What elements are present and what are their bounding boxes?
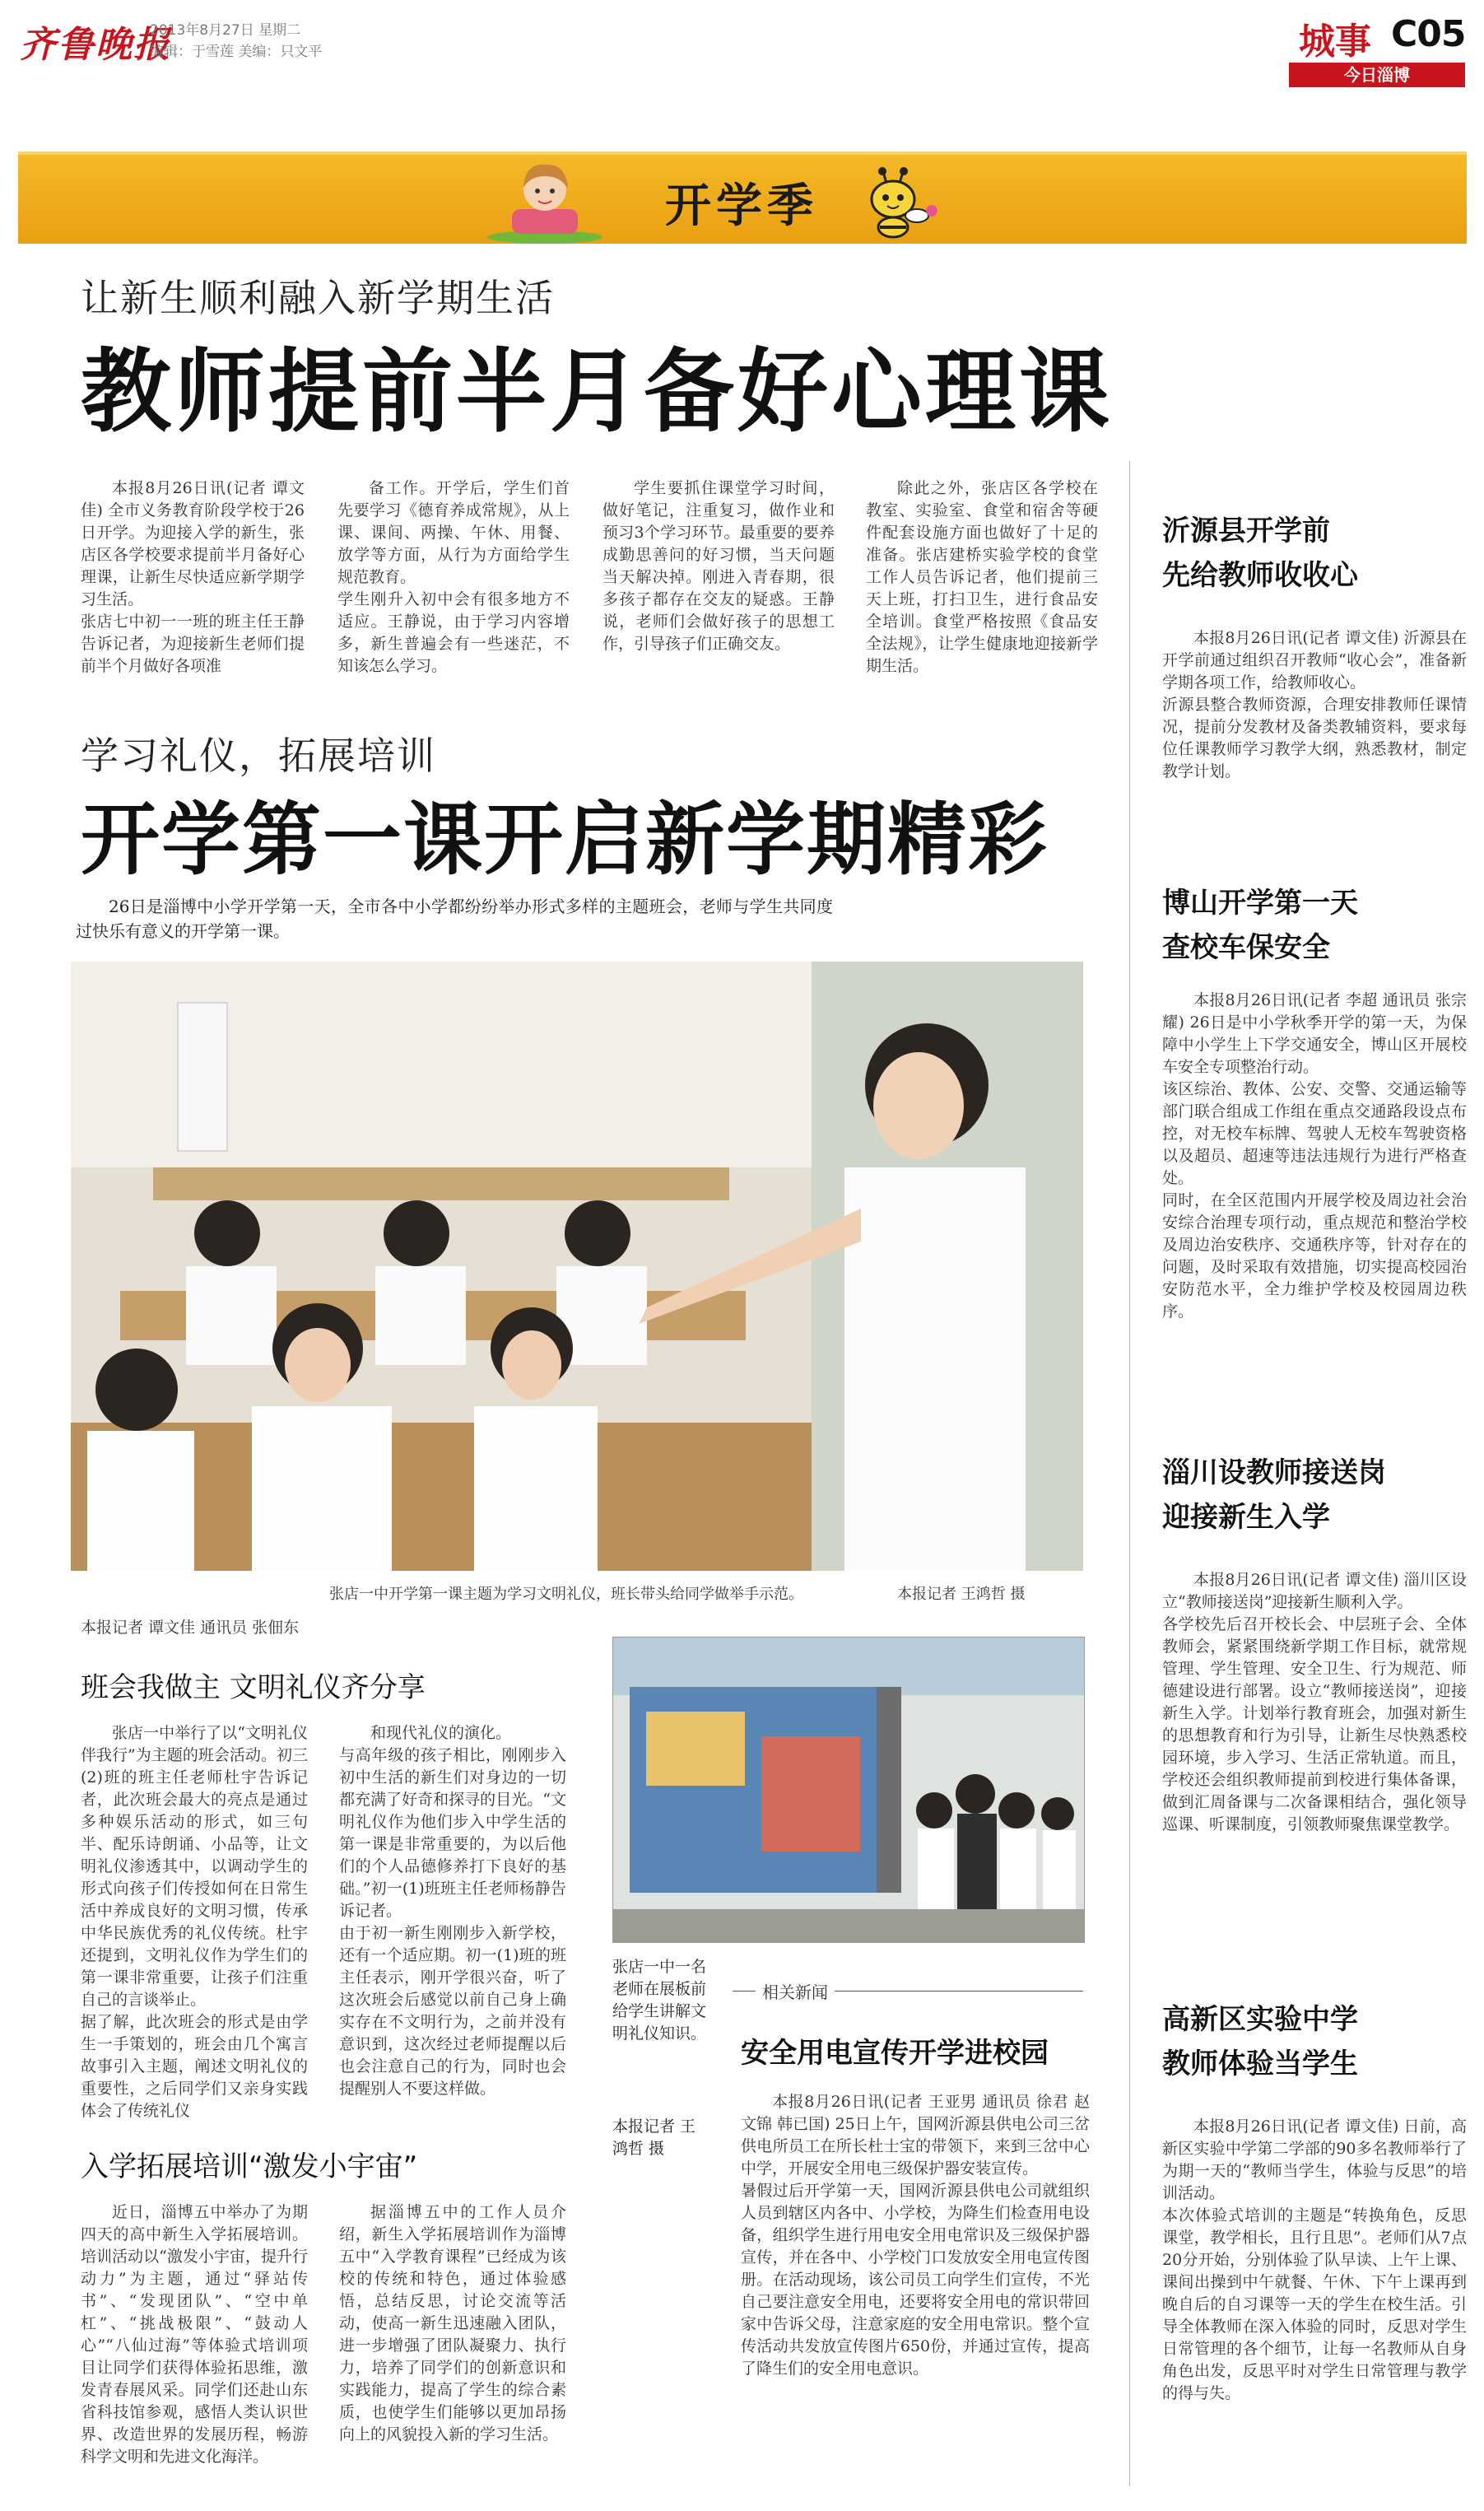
article1-col4: 除此之外，张店区各学校在教室、实验室、食堂和宿舍等硬件配套设施方面也做好了十足的准备。张店建桥实验学校的食堂工作人员告诉记者，他们提前三天上班，打扫卫生，进行食品安全培训。食堂严格按照《食品安全法规》，让学生健康地迎接新学期生活。 (866, 479, 1098, 675)
sub1-title: 班会我做主 文明礼仪齐分享 (81, 1671, 426, 1704)
girl-illustration (479, 151, 611, 244)
classroom-photo (71, 962, 1083, 1571)
sidebar-item-3 (1162, 1451, 1467, 1964)
sidebar-text: 本报8月26日讯(记者 李超 通讯员 张宗耀) 26日是中小学秋季开学的第一天，为保障中小学生上下学交通安全，博山区开展校车安全专项整治行动。 该区综治、教体、公安、交警、交通运输等部门联合组成工作组在重点交通路段设点布控，对无校车标牌、驾驶人无校车驾驶资格以及超员、超速等违法违规行为进行严格查处。 同时，在全区范围内开展学校及周边社会治安综合治理专项行动，重点规范和整治学校及周边治安秩序、交通秩序等，针对存在的问题，及时采取有效措施，切实提高校园治安防范水平，全力维护学校及校园周边秩序。 (1162, 991, 1467, 1321)
article1-col2: 备工作。开学后，学生们首先要学习《德育养成常规》，从上课、课间、两操、午休、用餐、放学等方面，从行为方面给学生规范教育。 学生刚升入初中会有很多地方不适应。王静说，由于学习内容增多，新生普遍会有一些迷茫，不知该怎么学习。 (337, 479, 570, 675)
sidebar-item-1 (1162, 509, 1467, 817)
article1-col1: 本报8月26日讯(记者 谭文佳) 全市义务教育阶段学校于26日开学。为迎接入学的新生，张店区各学校要求提前半月备好心理课，让新生尽快适应新学期学习生活。 张店七中初一一班的班主任王静告诉记者，为迎接新生老师们提前半个月做好各项准 (81, 479, 305, 675)
photo2-caption: 张店一中一名老师在展板前给学生讲解文明礼仪知识。 (612, 1958, 707, 2043)
sidebar-text: 本报8月26日讯(记者 谭文佳) 沂源县在开学前通过组织召开教师“收心会”，准备新学期各项工作，给教师收心。 沂源县整合教师资源，合理安排教师任课情况，提前分发教材及备类教辅资料，要求每位任课教师学习教学大纲，熟悉教材，制定教学计划。 (1162, 629, 1467, 780)
sidebar-item-4 (1162, 1997, 1467, 2511)
sidebar-title: 先给教师收收心 (1162, 559, 1358, 592)
exhibit-board-photo (612, 1637, 1085, 1943)
masthead (0, 0, 1484, 91)
sub2-col1: 近日，淄博五中举办了为期四天的高中新生入学拓展培训。培训活动以“激发小宇宙，提升行动力”为主题，通过“驿站传书”、“发现团队”、“空中单杠”、“挑战极限”、“鼓动人心”“八仙过海”等体验式培训项目让同学们获得体验拓思维，激发青春展风采。同学们还赴山东省科技馆参观，感悟人类认识世界、改造世界的发展历程，畅游科学文明和先进文化海洋。 (81, 2203, 308, 2466)
article1-kicker: 让新生顺利融入新学期生活 (81, 276, 555, 320)
date-line: 2013年8月27日 星期二 (150, 22, 301, 39)
subsection-label: 今日淄博 (1344, 65, 1410, 85)
sidebar-title: 迎接新生入学 (1162, 1501, 1330, 1534)
sidebar-title: 教师体验当学生 (1162, 2047, 1358, 2080)
related-headline: 安全用电宣传开学进校园 (741, 2037, 1049, 2070)
subsection-bar (1289, 63, 1465, 87)
classroom-photo-drawing (71, 962, 1083, 1571)
photo-credit: 本报记者 王鸿哲 摄 (897, 1586, 1026, 1603)
banner (18, 151, 1467, 244)
sub1-col2: 和现代礼仪的演化。 与高年级的孩子相比，刚刚步入初中生活的新生们对身边的一切都充满了好奇和探寻的目光。“文明礼仪作为他们步入中学生活的第一课是非常重要的，为以后他们的个人品德修养打下良好的基础。”初一(1)班班主任老师杨静告诉记者。 由于初一新生刚刚步入新学校，还有一个适应期。初一(1)班的班主任表示，刚开学很兴奋，听了这次班会后感觉以前自己身上确实存在不文明行为，之前并没有意识到，这次经过老师提醒以后也会注意自己的行为，同时也会提醒别人不要这样做。 (339, 1724, 566, 2098)
bee-illustration (849, 161, 940, 240)
exhibit-board-drawing (613, 1638, 1084, 1942)
sidebar-title: 沂源县开学前 (1162, 515, 1330, 547)
article2-byline: 本报记者 谭文佳 通讯员 张佃东 (81, 1619, 300, 1637)
sidebar-divider (1129, 461, 1130, 2486)
sidebar-item-2 (1162, 881, 1467, 1418)
page-number: C05 (1391, 13, 1466, 55)
sub2-col2: 据淄博五中的工作人员介绍，新生入学拓展培训作为淄博五中“入学教育课程”已经成为该校的传统和特色，通过体验感悟，总结反思，讨论交流等活动，使高一新生迅速融入团队，进一步增强了团队凝聚力、执行力，培养了同学们的创新意识和实践能力，提高了学生的综合素质，也使学生们能够以更加昂扬向上的风貌投入新的学习生活。 (339, 2203, 566, 2443)
sidebar-text: 本报8月26日讯(记者 谭文佳) 日前，高新区实验中学第二学部的90多名教师举行了为期一天的“教师当学生，体验与反思”的培训活动。 本次体验式培训的主题是“转换角色，反思课堂，教学相长，且行且思”。老师们从7点20分开始，分别体验了队早读、上午上课、课间出操到中午就餐、午休、下午上课再到晚自后的自习课等一天的学生在校生活。引导全体教师在深入体验的同时，反思对学生日常管理的各个细节，让每一名教师从自身角色出发，反思平时对学生日常管理与教学的得与失。 (1162, 2117, 1467, 2402)
sub1-col1: 张店一中举行了以“文明礼仪伴我行”为主题的班会活动。初三(2)班的班主任老师杜宇告诉记者，此次班会最大的亮点是通过多种娱乐活动的形式，如三句半、配乐诗朗诵、小品等，让文明礼仪渗透其中，以调动学生的形式向孩子们传授如何在日常生活中养成良好的文明习惯，传承中华民族优秀的礼仪传统。杜宇还提到，文明礼仪作为学生们的第一课非常重要，让孩子们注重自己的言谈举止。 据了解，此次班会的形式是由学生一手策划的，班会由几个寓言故事引入主题，阐述文明礼仪的重要性，之后同学们又亲身实践体会了传统礼仪 (81, 1724, 308, 2120)
related-text: 本报8月26日讯(记者 王亚男 通讯员 徐君 赵文锦 韩已国) 25日上午，国网沂源县供电公司三岔供电所员工在所长杜士宝的带领下，来到三岔中心中学，开展安全用电三级保护器安装宣传。 暑假过后开学第一天，国网沂源县供电公司就组织人员到辖区内各中、小学校，为降生们检查用电设备，组织学生进行用电安全用电常识及三级保护器宣传，并在各中、小学校门口发放安全用电宣传图册。在活动现场，该公司员工向学生们宣传，不光自己要注意安全用电，还要将安全用电的常识带回家中告诉父母，注意家庭的安全用电常识。整个宣传活动共发放宣传图片650份，并通过宣传，提高了降生们的安全用电意识。 (741, 2093, 1090, 2378)
sidebar-title: 高新区实验中学 (1162, 2003, 1358, 2036)
editor-line: 编辑：于雪莲 美编：只文平 (150, 44, 323, 60)
article2-kicker: 学习礼仪，拓展培训 (81, 734, 436, 778)
article1-headline: 教师提前半月备好心理课 (81, 339, 1113, 445)
sidebar-title: 淄川设教师接送岗 (1162, 1456, 1386, 1489)
article2-lead: 26日是淄博中小学开学第一天，全市各中小学都纷纷举办形式多样的主题班会，老师与学生共同度过快乐有意义的开学第一课。 (76, 897, 833, 941)
article2-headline: 开学第一课开启新学期精彩 (81, 794, 1049, 886)
sidebar-text: 本报8月26日讯(记者 谭文佳) 淄川区设立“教师接送岗”迎接新生顺利入学。 各学校先后召开校长会、中层班子会、全体教师会，紧紧围绕新学期工作目标，就常规管理、学生管理、安全卫生、行为规范、师德建设进行部署。设立“教师接送岗”，迎接新生入学。计划举行教育班会，加强对新生的思想教育和行为引导，让新生尽快熟悉校园环境，步入学习、生活正常轨道。而且，学校还会组织教师提前到校进行集体备课，做到汇周备课与二次备课相结合，强化领导巡课、听课制度，引领教师聚焦课堂教学。 (1162, 1571, 1467, 1833)
sub2-title: 入学拓展培训“激发小宇宙” (81, 2150, 418, 2183)
article1-col3: 学生要抓住课堂学习时间，做好笔记，注重复习，做作业和预习3个学习环节。最重要的要养成勤思善问的好习惯，当天问题当天解决掉。刚进入青春期，很多孩子都存在交友的疑惑。王静说，老师们会做好孩子的思想工作，引导孩子们正确交友。 (602, 479, 835, 653)
sidebar-title: 博山开学第一天 (1162, 887, 1358, 920)
photo2-credit: 本报记者 王鸿哲 摄 (612, 2117, 696, 2158)
related-label: 相关新闻 (756, 1979, 835, 2003)
sidebar-title: 查校车保安全 (1162, 931, 1330, 964)
section-name: 城事 (1299, 21, 1371, 63)
banner-title: 开学季 (665, 179, 818, 233)
paper-logo: 齐鲁晚报 (20, 24, 171, 66)
photo-caption: 张店一中开学第一课主题为学习文明礼仪，班长带头给同学做举手示范。 (329, 1586, 803, 1603)
